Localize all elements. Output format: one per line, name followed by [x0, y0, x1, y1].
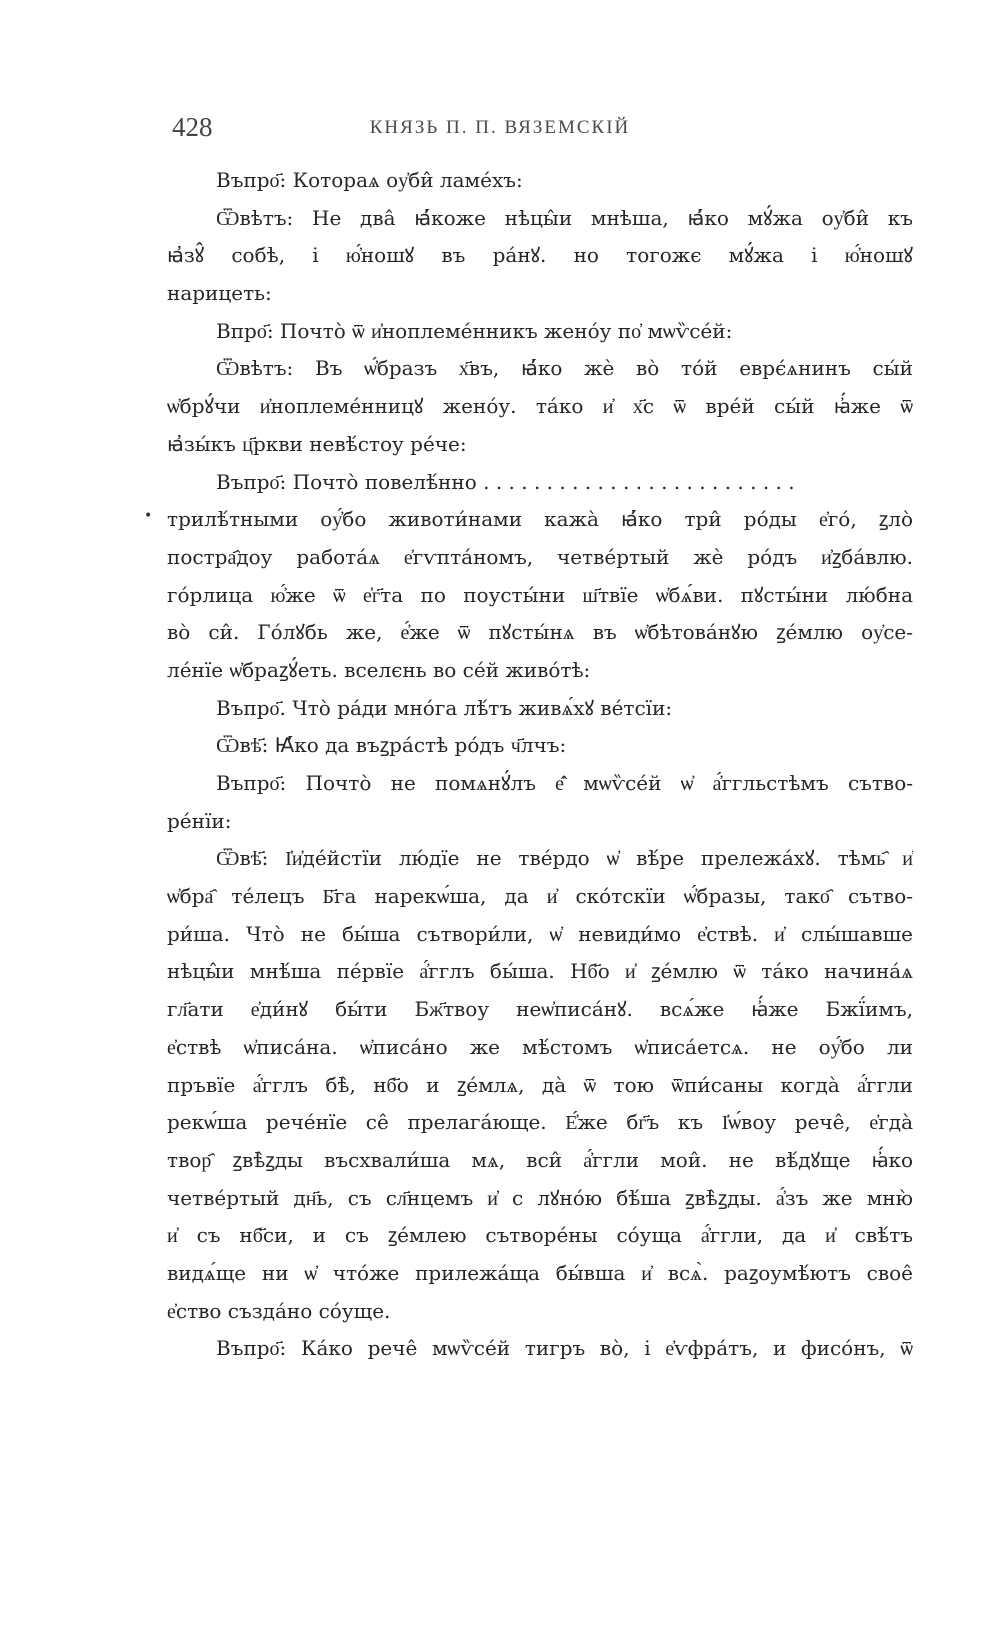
text-line: Впро҃: Почто̀ ѿ и҆ноплеме́нникъ жено́у по҆ мѡѷсе́й:: [216, 318, 733, 343]
text-line: нѣцы̂и мнѣ́ша пе́рвїе а҆́гглъ бы́ша. Нб҃о и҆ ꙁе́млю ѿ та́ко начина́ѧ: [167, 959, 913, 984]
text-line: рекѡ́ша рече́нїе се̂ прелага́юще. Е҆́же бг҃ъ къ І҆ѡ́воу рече̂, е҆гда̀: [167, 1110, 913, 1135]
text-line: е҆ство създа́но со́уще.: [167, 1298, 391, 1323]
text-line: ре́нїи:: [167, 808, 232, 833]
text-line: Въпро҃: Почто̀ повелѣ́нно . . . . . . . . . . . . . . . . . . . . . . . . .: [216, 469, 795, 494]
text-line: е҆ствѣ ѡ҆писа́на. ѡ҆писа́но же мѣ́стомъ ѡ҆писа́етсѧ. не оу҆́бо ли: [167, 1034, 913, 1059]
text-line: Въпро҃: Ка́ко рече̂ мѡѷсе́й тигръ во̀, і е҆ѵфра́тъ, и фисо́нъ, ѿ: [216, 1336, 913, 1361]
text-line: ѡ҆брꙋ́чи и҆ноплеме́нницꙋ жено́у. та́ко и҆ х҃с ѿ вре́й сы́й ꙗ҆́же ѿ: [167, 394, 913, 419]
text-line: ле́нїе ѡ҆браꙁꙋ́еть. вселєнь во се́й живо́тѣ:: [167, 657, 591, 682]
text-line: ѡ҆бра҄ те́лецъ Б҃га нарекѡ́ша, да и҆ ско́тскїи ѡ҆́бразы, тако҄ сътво-: [167, 884, 913, 909]
text-line: Въпро҃. Что̀ ра́ди мно́га лѣ́тъ живѧ́хꙋ ве́тсїи:: [216, 695, 673, 720]
text-line: Ѿвѣтъ: Въ ѡ҆́бразъ х҃въ, ꙗ҆́ко жѐ во̀ то́й еврє́ѧнинъ сы́й: [216, 356, 913, 381]
page-number: 428: [172, 112, 213, 142]
text-line: Въпро҃: Котораѧ оу҆би̂ ламе́хъ:: [216, 168, 523, 192]
text-line: ꙗ҆зꙋ̂ собѣ, і ю҆́ношꙋ въ ра́нꙋ. но тогожє мꙋ́жа і ю҆́ношꙋ: [167, 243, 913, 268]
text-line: Ѿвѣтъ: Не два̂ ꙗ҆́коже нѣцы̂и мнѣша, ꙗ҆́ко мꙋ́жа оу҆би̂ къ: [216, 205, 913, 230]
margin-bullet: •: [144, 508, 153, 524]
text-line: видѧ́ще ни ѡ҆ что́же прилежа́ща бы́вша и҆ всѧ̀. раꙁоумѣ́ютъ свое̂: [167, 1260, 913, 1285]
text-line: трилѣ́тными оу҆́бо животи́нами кажа̀ ꙗ҆́ко три̂ ро́ды е҆го́, ꙁло̀: [167, 507, 913, 532]
text-line: го́рлица ю҆́же ѿ е҆г҃та по поусты́ни ш҃твїе ѡ҆бѧ́ви. пꙋсты́ни лю́бна: [167, 582, 913, 607]
text-line: твор҄ ꙁвѣ̀ꙁды въсхвали́ша мѧ, вси̂ а҆́ггли мои̂. не вѣ́дꙋще ꙗ҆́ко: [167, 1147, 913, 1172]
text-line: во̀ си̂. Го́лꙋбь же, е҆́же ѿ пꙋсты́нѧ въ ѡ҆бѣтова́нꙋю ꙁе́млю оу҆се-: [167, 620, 913, 645]
running-head: КНЯЗЬ П. П. ВЯЗЕМСКІЙ: [369, 117, 631, 138]
text-line: ри́ша. Что̀ не бы́ша сътвори́ли, ѡ҆ невиди́мо е҆ствѣ. и҆ слы́шавше: [167, 921, 913, 946]
text-line: Въпро҃: Почто̀ не помѧнꙋ́лъ е҆̂ мѡѷсе́й ѡ҆ а҆́ггльстѣмъ сътво-: [216, 771, 913, 795]
text-line: ꙗ҆зы́къ ц҃ркви невѣ́стоу ре́че:: [167, 431, 467, 456]
text-line: пръвїе а҆́гглъ бѣ̀, нб҃о и ꙁе́млѧ, да̀ ѿ тою ѿпи́саны когда̀ а҆́ггли: [167, 1072, 913, 1097]
text-line: постра҄доу работа́ѧ е҆гѵпта́номъ, четве́ртый жѐ ро́дъ и҆ꙁба́влю.: [167, 544, 913, 569]
text-line: нарицеть:: [167, 281, 272, 306]
page-header: [0, 100, 1000, 150]
text-line: и҆ съ нб҃си, и съ ꙁе́млею сътворе́ны со́уща а҆́ггли, да и҆ свѣ́тъ: [167, 1223, 913, 1248]
text-line: Ѿвѣ҃: Ꙗ҆́ко да въꙁра́стѣ ро́дъ ч҃лчъ:: [216, 733, 567, 758]
text-line: Ѿвѣ҃: І҆и҆де́йстїи лю́дїе не тве́рдо ѡ҆ вѣ́ре прележа́хꙋ. тѣмь҄ и҆: [216, 846, 913, 871]
text-line: четве́ртый дн҃ь, съ сл҃нцемъ и҆ с лꙋно́ю бѣ́ша ꙁвѣ̀ꙁды. а҆́зъ же мню̀: [167, 1185, 913, 1210]
text-line: гл҃ати е҆ди́нꙋ бы́ти Бж҃твоу неѡ҆писа́нꙋ. всѧ́же ꙗ҆́же Бжї́имъ,: [167, 997, 913, 1022]
body-text: [167, 162, 913, 1368]
